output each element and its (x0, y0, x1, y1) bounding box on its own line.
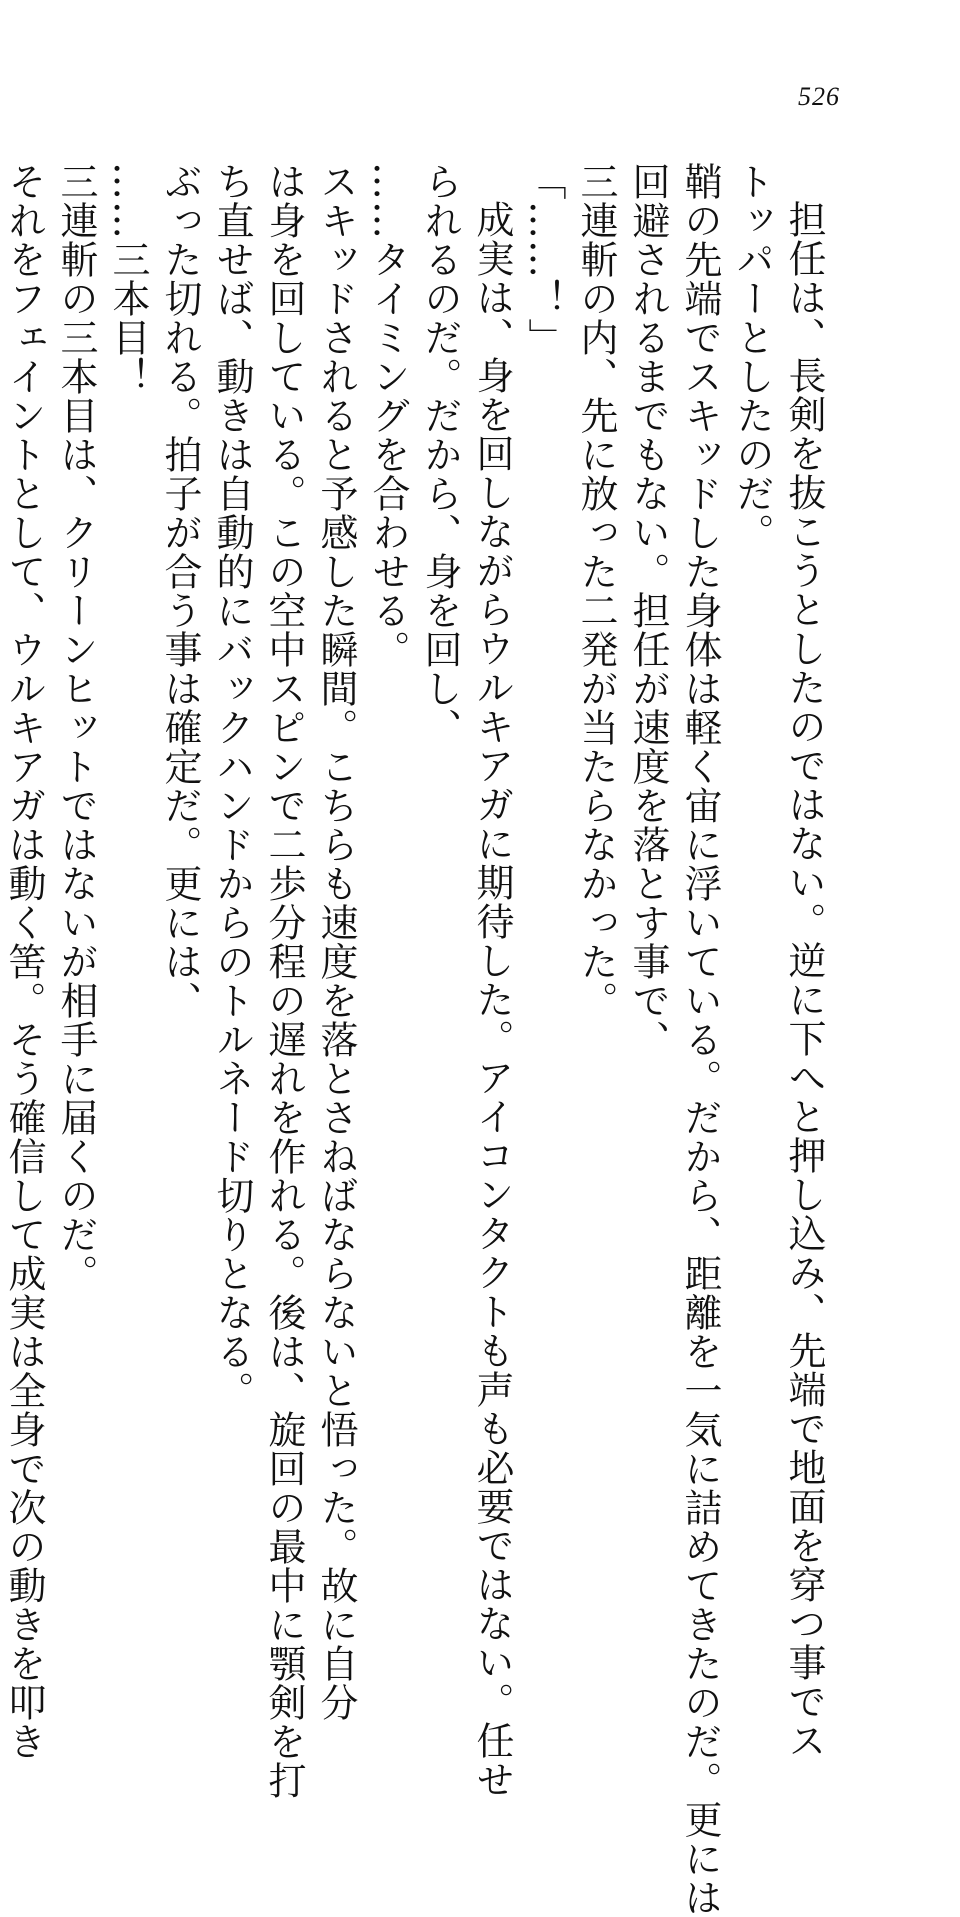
text-line: 「……！」 (522, 162, 566, 357)
text-line: それをフェイントとして、ウルキアガは動く筈。そう確信して成実は全身で次の動きを叩き (2, 162, 46, 1761)
text-line: られるのだ。だから、身を回し、 (418, 162, 462, 747)
text-line: スキッドされると予感した瞬間。こちらも速度を落とさねばならないと悟った。故に自分 (314, 162, 358, 1722)
text-line: ぶった切れる。拍子が合う事は確定だ。更には、 (158, 162, 202, 1020)
text-line: 回避されるまでもない。担任が速度を落とす事で、 (626, 162, 670, 1059)
text-line: ……タイミングを合わせる。 (366, 162, 410, 669)
text-line: 三連斬の内、先に放った二発が当たらなかった。 (574, 162, 618, 1020)
text-line: 担任は、長剣を抜こうとしたのではない。逆に下へと押し込み、先端で地面を穿つ事でス (782, 200, 826, 1760)
text-line: 鞘の先端でスキッドした身体は軽く宙に浮いている。だから、距離を一気に詰めてきたのだ。更には (678, 162, 722, 1917)
text-line: トッパーとしたのだ。 (730, 162, 774, 552)
text-line: 三連斬の三本目は、クリーンヒットではないが相手に届くのだ。 (54, 162, 98, 1293)
page-number: 526 (798, 82, 840, 111)
text-line: 成実は、身を回しながらウルキアガに期待した。アイコンタクトも声も必要ではない。任せ (470, 200, 514, 1799)
text-line: ……三本目！ (106, 162, 150, 396)
vertical-text-body (0, 162, 830, 1917)
text-line: は身を回している。この空中スピンで二歩分程の遅れを作れる。後は、旋回の最中に顎剣を打 (262, 162, 306, 1800)
text-line: ち直せば、動きは自動的にバックハンドからのトルネード切りとなる。 (210, 162, 254, 1410)
